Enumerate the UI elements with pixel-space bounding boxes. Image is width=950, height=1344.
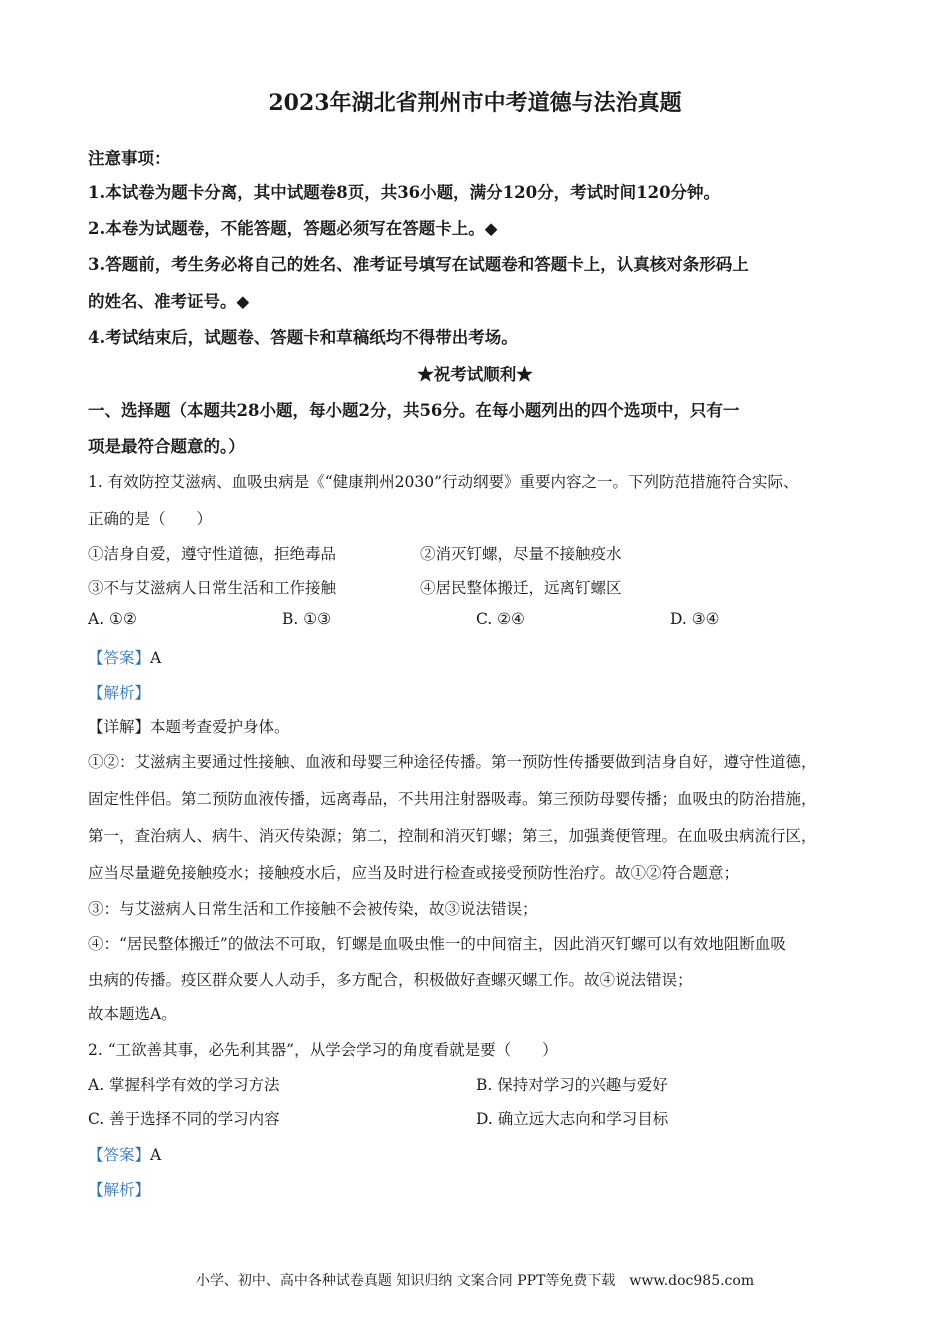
answer-value: A: [150, 1146, 162, 1164]
statement: ②消灭钉螺，尽量不接触疫水: [420, 545, 622, 563]
section-heading-cont: 项是最符合题意的。）: [88, 437, 245, 456]
notice-item: 的姓名、准考证号。◆: [88, 292, 250, 311]
explanation-line: ①②：艾滋病主要通过性接触、血液和母婴三种途径传播。第一预防性传播要做到洁身自好，遵守性道德，: [88, 753, 817, 771]
option: D. ③④: [670, 610, 720, 628]
answer-line: [88, 646, 161, 668]
answer-line: [88, 1143, 161, 1165]
question-stem: 1. 有效防控艾滋病、血吸虫病是《“健康荆州2030”行动纲要》重要内容之一。下列防范措施符合实际、: [88, 473, 799, 491]
explanation-line: 虫病的传播。疫区群众要人人动手，多方配合，积极做好查螺灭螺工作。故④说法错误；: [88, 971, 693, 989]
option: C. ②④: [476, 610, 525, 628]
option: C. 善于选择不同的学习内容: [88, 1110, 280, 1128]
option: D. 确立远大志向和学习目标: [476, 1110, 669, 1128]
explanation-line: 【详解】本题考查爱护身体。: [88, 718, 290, 736]
option: A. 掌握科学有效的学习方法: [88, 1076, 280, 1094]
answer-value: A: [150, 649, 162, 667]
question-stem-cont: 正确的是（ ）: [88, 510, 213, 528]
answer-tag: 【答案】: [88, 649, 151, 667]
option: A. ①②: [88, 610, 137, 628]
answer-tag: 【答案】: [88, 1146, 151, 1164]
explanation-line: 固定性伴侣。第二预防血液传播，远离毒品，不共用注射器吸毒。第三预防母婴传播；血吸虫的防治措施，: [88, 790, 817, 808]
wish-line: ★祝考试顺利★: [417, 365, 533, 384]
page-footer: 小学、初中、高中各种试卷真题 知识归纳 文案合同 PPT等免费下载 www.doc985.com: [195, 1273, 755, 1289]
explanation-line: ④：“居民整体搬迁”的做法不可取，钉螺是血吸虫惟一的中间宿主，因此消灭钉螺可以有效地阻断血吸: [88, 935, 786, 953]
notice-heading: 注意事项：: [88, 149, 171, 168]
statement: ①洁身自爱，遵守性道德，拒绝毒品: [88, 545, 337, 563]
explanation-line: 第一，查治病人、病牛、消灭传染源；第二，控制和消灭钉螺；第三，加强粪便管理。在血吸虫病流行区，: [88, 827, 817, 845]
notice-item: 1.本试卷为题卡分离，其中试题卷8页，共36小题，满分120分，考试时间120分钟。: [88, 183, 721, 202]
analysis-tag: 【解析】: [88, 684, 151, 702]
question-stem: 2. “工欲善其事，必先利其器”，从学会学习的角度看就是要（ ）: [88, 1041, 558, 1059]
option: B. ①③: [282, 610, 332, 628]
page-title: 2023年湖北省荆州市中考道德与法治真题: [268, 90, 682, 116]
statement: ④居民整体搬迁，远离钉螺区: [420, 579, 622, 597]
analysis-tag: 【解析】: [88, 1181, 151, 1199]
notice-item: 2.本卷为试题卷，不能答题，答题必须写在答题卡上。◆: [88, 219, 498, 238]
notice-item: 3.答题前，考生务必将自己的姓名、准考证号填写在试题卷和答题卡上，认真核对条形码上: [88, 255, 749, 274]
explanation-line: ③：与艾滋病人日常生活和工作接触不会被传染，故③说法错误；: [88, 900, 538, 918]
explanation-line: 故本题选A。: [88, 1005, 177, 1023]
section-heading: 一、选择题（本题共28小题，每小题2分，共56分。在每小题列出的四个选项中，只有一: [88, 401, 740, 420]
notice-item: 4.考试结束后，试题卷、答题卡和草稿纸均不得带出考场。: [88, 328, 518, 347]
explanation-line: 应当尽量避免接触疫水；接触疫水后，应当及时进行检查或接受预防性治疗。故①②符合题意；: [88, 864, 740, 882]
option: B. 保持对学习的兴趣与爱好: [476, 1076, 668, 1094]
statement: ③不与艾滋病人日常生活和工作接触: [88, 579, 337, 597]
